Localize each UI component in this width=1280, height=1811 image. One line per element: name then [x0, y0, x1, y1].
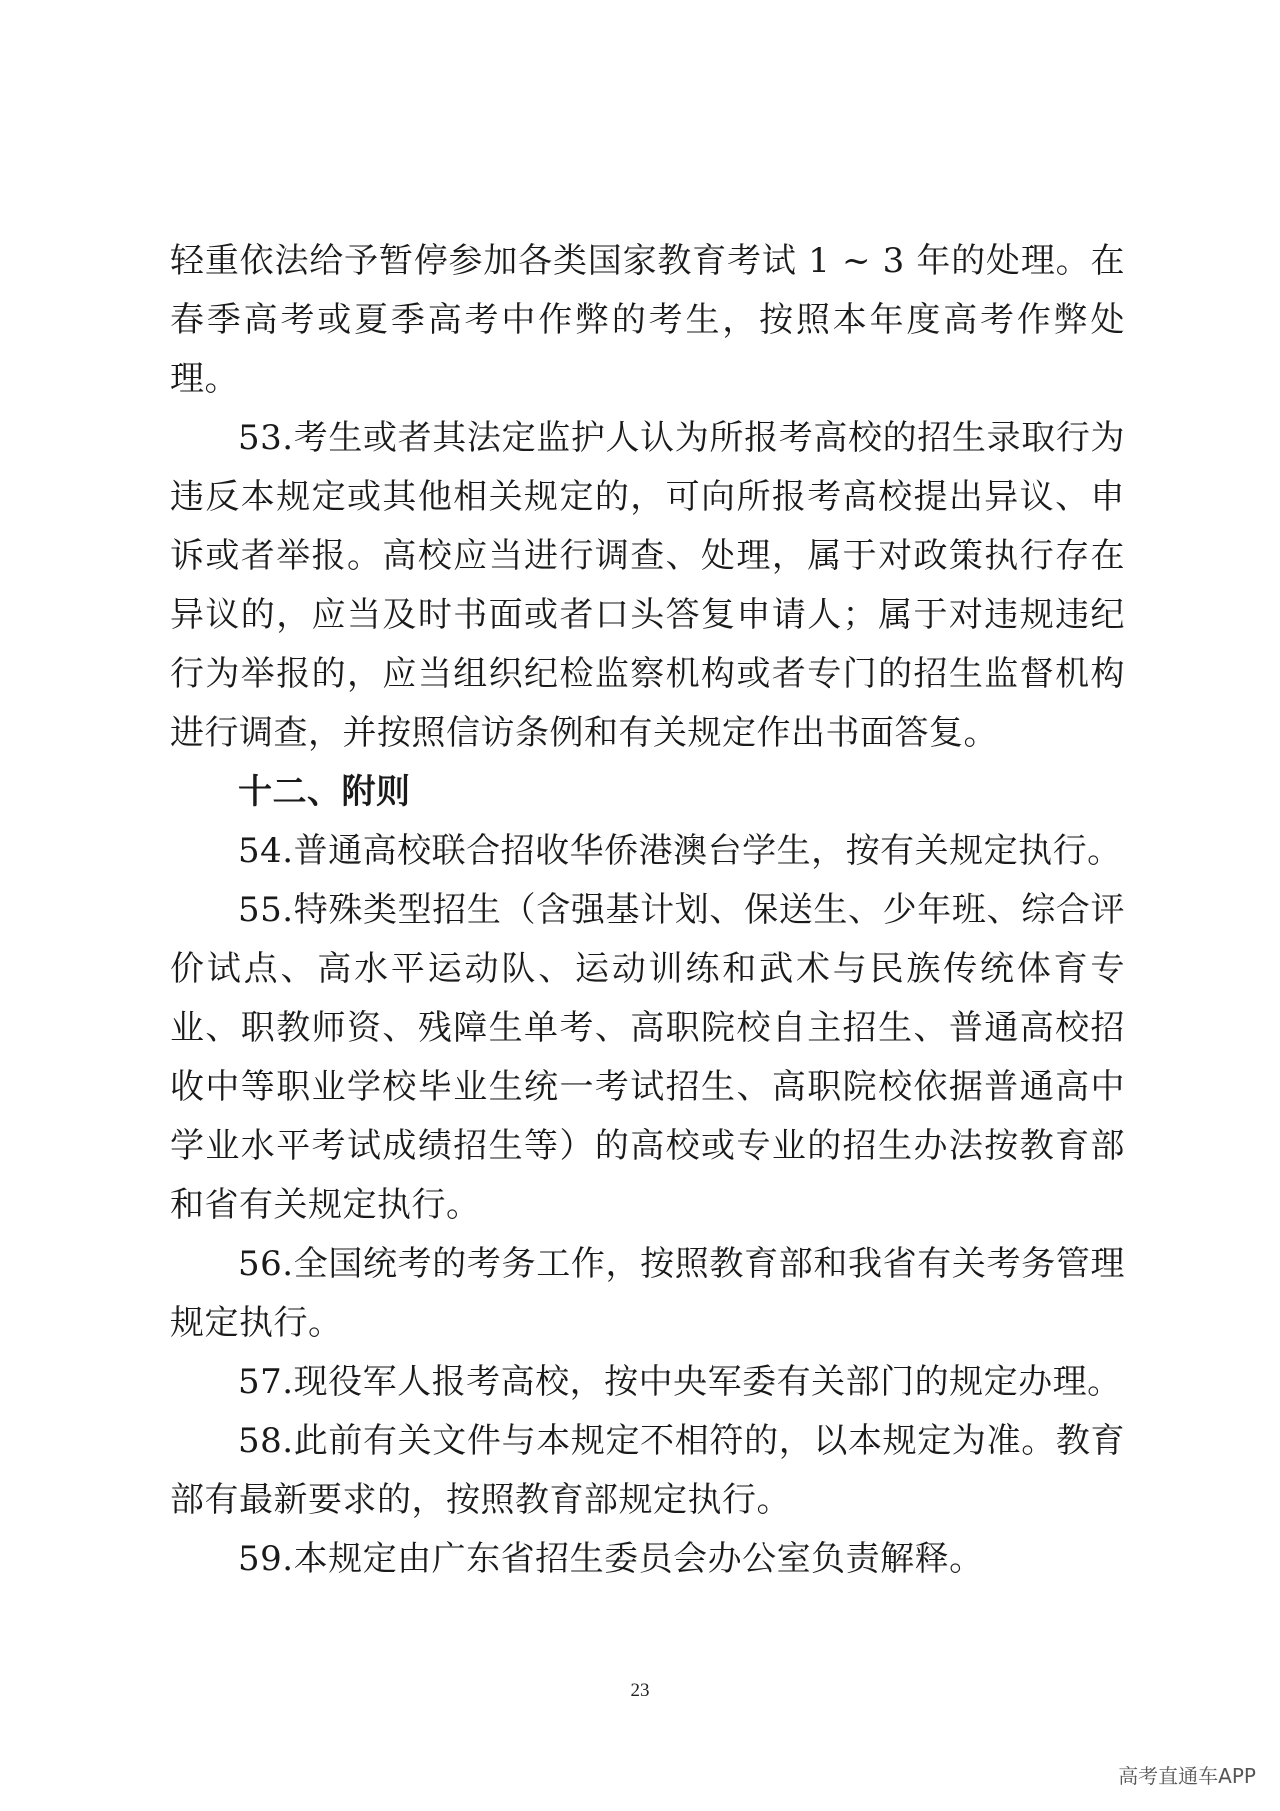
paragraph-item-57: 57.现役军人报考高校，按中央军委有关部门的规定办理。 [238, 1362, 1122, 1402]
section-heading: 十二、附则 [238, 772, 411, 812]
paragraph-item-54: 54.普通高校联合招收华侨港澳台学生，按有关规定执行。 [238, 831, 1122, 871]
paragraph-item-55: 55.特殊类型招生（含强基计划、保送生、少年班、综合评价试点、高水平运动队、运动训练和武术与民族传统体育专业、职教师资、残障生单考、高职院校自主招生、普通高校招收中等职业学校毕业生统一考试招生、高职院校依据普通高中学业水平考试成绩招生等）的高校或专业的招生办法按教育部和省有关规定执行。 [170, 890, 1125, 1225]
page-number: 23 [630, 1680, 650, 1701]
paragraph-continuation: 轻重依法给予暂停参加各类国家教育考试 1 ~ 3 年的处理。在春季高考或夏季高考中作弊的考生，按照本年度高考作弊处理。 [170, 241, 1125, 399]
watermark-label: 高考直通车APP [1118, 1764, 1256, 1788]
document-body [170, 232, 1125, 1589]
paragraph-item-58: 58.此前有关文件与本规定不相符的，以本规定为准。教育部有最新要求的，按照教育部规定执行。 [170, 1421, 1125, 1520]
paragraph-item-59: 59.本规定由广东省招生委员会办公室负责解释。 [238, 1539, 984, 1579]
paragraph-item-53: 53.考生或者其法定监护人认为所报考高校的招生录取行为违反本规定或其他相关规定的，可向所报考高校提出异议、申诉或者举报。高校应当进行调查、处理，属于对政策执行存在异议的，应当及时书面或者口头答复申请人；属于对违规违纪行为举报的，应当组织纪检监察机构或者专门的招生监督机构进行调查，并按照信访条例和有关规定作出书面答复。 [170, 418, 1125, 753]
paragraph-item-56: 56.全国统考的考务工作，按照教育部和我省有关考务管理规定执行。 [170, 1244, 1125, 1343]
